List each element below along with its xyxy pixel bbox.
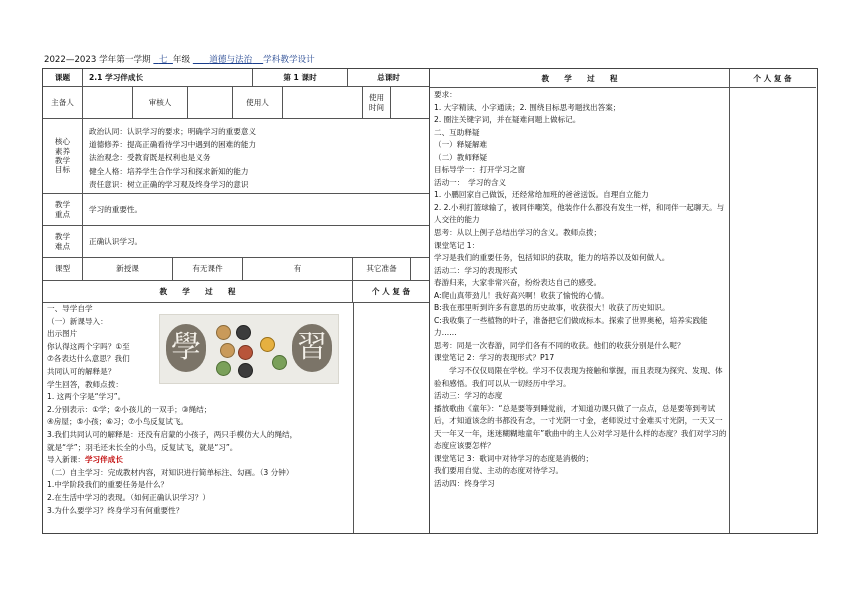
process-line: 学生回答，教师点拨： (47, 379, 123, 389)
key-label: 教学重点 (43, 194, 83, 225)
process-line: 要求： (434, 90, 457, 99)
process-line: 1. 这两个字是“学习”。 (47, 392, 126, 402)
goals-label: 核心素养教学目标 (43, 119, 83, 193)
process-line: （一）释疑解难 (434, 140, 488, 150)
review-header: 个 人 复 备 (371, 286, 411, 296)
grade-text: 七 (158, 55, 168, 65)
preparer-value (83, 87, 133, 118)
process-line: 你认得这两个字吗？①至 (47, 341, 130, 351)
process-line: 课堂笔记 3：歌词中对待学习的态度是消极的； (434, 453, 594, 463)
process-line: ④房屋；⑤小孩；⑥习；⑦小鸟反复试飞。 (47, 417, 189, 427)
process-line: 一、导学自学 (47, 304, 93, 313)
process-line: 2.分别表示：①学；②小孩儿的一双手；③绳结； (47, 404, 212, 414)
row-difficulty (43, 226, 429, 258)
hands-icon (216, 325, 231, 340)
process-line: 活动二：学习的表现形式 (434, 265, 518, 275)
reviewer-value (188, 87, 233, 118)
goals-list (89, 125, 256, 191)
process-line: 学习是我们的重要任务，包括知识的获取，能力的培养以及如何做人。 (434, 253, 670, 263)
lesson-value: 2.1 学习伴成长 (83, 69, 253, 86)
lesson-label: 课题 (43, 69, 83, 86)
right-process-header: 教 学 过 程 (430, 69, 730, 87)
process-line (47, 454, 123, 467)
subject-value (193, 55, 263, 65)
feather-icon (216, 361, 231, 376)
knot-icon (236, 325, 251, 340)
process-line: 2.在生活中学习的表现。（如何正确认识学习？） (47, 493, 210, 502)
type-label: 课型 (43, 258, 83, 280)
process-line: （二）教师释疑 (434, 152, 488, 162)
difficulty-value: 正确认识学习。 (89, 236, 143, 246)
row-process-header (43, 281, 429, 303)
user-value (283, 87, 363, 118)
process-line: ⑦各表达什么意思？我们 (47, 354, 130, 364)
process-line: 就是“学”；羽毛还未长全的小鸟，反复试飞，就是“习”。 (47, 442, 238, 452)
courseware-value: 有 (243, 258, 353, 280)
other-value (411, 258, 429, 280)
lesson-topic: 学习伴成长 (84, 455, 123, 465)
difficulty-label: 教学难点 (43, 226, 83, 257)
row-lesson (43, 69, 429, 87)
process-line: （二）自主学习：完成教材内容，对知识进行简单标注、勾画。（3 分钟） (47, 467, 294, 477)
process-line: 思考：从以上例子总结出学习的含义。教师点拨； (434, 228, 602, 238)
process-line: A:爬山真带劲儿！我好高兴啊！收获了愉悦的心情。 (434, 290, 609, 300)
process-line: 春游归来，大家非常兴奋，纷纷表达自己的感受。 (434, 278, 602, 288)
process-line: 课堂笔记 1： (434, 240, 480, 250)
page-title (44, 53, 315, 65)
goal-item: 健全人格：培养学生合作学习和探求新知的能力 (89, 166, 249, 176)
child-icon (220, 343, 235, 358)
process-line: 播放歌曲《童年》：“总是要等到睡觉前，才知道功课只做了一点点，总是要等到考试后，才知道该念的书都没有念，一寸光阴一寸金，老师说过寸金难买寸光阴，一天又一天一年又一年，迷迷糊糊地童年”歌曲中的主人公对学习是什么样的态度？我们对学习的态度应该要怎样？ (434, 403, 727, 451)
term-text: 2022—2023 学年第一学期 (44, 55, 151, 65)
process-body (43, 303, 429, 533)
house-icon (238, 345, 253, 360)
type-value: 新授课 (83, 258, 173, 280)
process-line: 1. 小鹏回家自己做饭，还经常给加班的爸爸送饭。自理自立能力 (434, 190, 649, 200)
right-process-body (434, 89, 727, 491)
row-type (43, 258, 429, 281)
preparer-label: 主备人 (43, 87, 83, 118)
right-table (430, 68, 818, 534)
right-divider (729, 87, 730, 533)
process-line: 活动一： 学习的含义 (434, 177, 507, 187)
hand-icon (238, 363, 253, 378)
reviewer-label: 审核人 (133, 87, 188, 118)
period-value: 第 1 课时 (253, 69, 348, 86)
process-header: 教 学 过 程 (43, 281, 353, 302)
process-line: 1.中学阶段我们的重要任务是什么？ (47, 480, 169, 490)
subject-text: 道德与法治 (209, 55, 253, 65)
process-line: 课堂笔记 2：学习的表现形式？P17 (434, 353, 555, 363)
process-line: 2. 圈注关键字词，并在疑难问题上做标记。 (434, 115, 581, 125)
process-line: （一）新课导入： (47, 316, 108, 326)
process-line: 学习不仅仅局限在学校。学习不仅表现为接触和掌握，而且表现为探究、发现、体验和感悟。我们可以从一切经历中学习。 (434, 366, 723, 388)
process-line: 2. 2.小利打篮球输了，被同伴嘲笑，他装作什么都没有发生一样，和同伴一起聊天。与人交往的能力 (434, 202, 725, 225)
process-line: 出示图片 (47, 329, 78, 339)
courseware-label: 有无课件 (173, 258, 243, 280)
process-line: B:我在那里听到许多有意思的历史故事，收获很大！收获了历史知识。 (434, 303, 670, 313)
right-review-header: 个 人 复 备 (753, 73, 792, 83)
process-line: 目标导学一：打开学习之窗 (434, 165, 526, 175)
process-line: 我们要用自觉、主动的态度对待学习。 (434, 466, 564, 476)
other-label: 其它准备 (353, 258, 411, 280)
process-line: C:我收集了一些植物的叶子，准备把它们做成标本。探索了世界奥秘，培养实践能力…… (434, 315, 708, 338)
process-line: 二、互助释疑 (434, 127, 480, 137)
characters-figure (159, 314, 339, 384)
process-line: 1. 大字精读、小字通读；2. 围绕目标思考题找出答案； (434, 102, 621, 112)
grade-suffix: 年级 (172, 55, 191, 65)
row-goals (43, 119, 429, 194)
goal-item: 法治观念：受教育既是权利也是义务 (89, 153, 211, 163)
xi-glyph: 習 (292, 324, 332, 372)
process-line: 3.我们共同认可的解释是：还没有启蒙的小孩子，两只手模仿大人的绳结， (47, 430, 298, 439)
row-people (43, 87, 429, 119)
use-time-value (391, 87, 429, 118)
bird-icon (260, 337, 275, 352)
user-label: 使用人 (233, 87, 283, 118)
design-suffix: 学科教学设计 (263, 55, 315, 65)
key-value: 学习的重要性。 (89, 204, 143, 214)
goal-item: 责任意识：树立正确的学习观及终身学习的意识 (89, 179, 249, 189)
use-time-label: 使用时间 (363, 87, 391, 118)
process-line: 思考：同是一次春游，同学们各有不同的收获。他们的收获分别是什么呢？ (434, 340, 685, 350)
right-header-row (430, 69, 816, 88)
wing-icon (272, 355, 287, 370)
left-table (42, 68, 430, 534)
process-line: 活动三：学习的态度 (434, 391, 503, 401)
total-label: 总课时 (377, 72, 400, 82)
xue-glyph: 學 (166, 324, 206, 372)
grade-value (153, 55, 173, 65)
intro-prefix: 导入新课： (47, 455, 85, 465)
process-line: 共同认可的解释是？ (47, 367, 116, 376)
process-line: 3.为什么要学习？终身学习有何重要性？ (47, 505, 184, 515)
process-line: 活动四：终身学习 (434, 478, 495, 488)
goal-item: 政治认同：认识学习的要求；明确学习的重要意义 (89, 127, 257, 136)
row-key (43, 194, 429, 226)
goal-item: 道德修养：提高正确看待学习中遇到的困难的能力 (89, 140, 257, 150)
